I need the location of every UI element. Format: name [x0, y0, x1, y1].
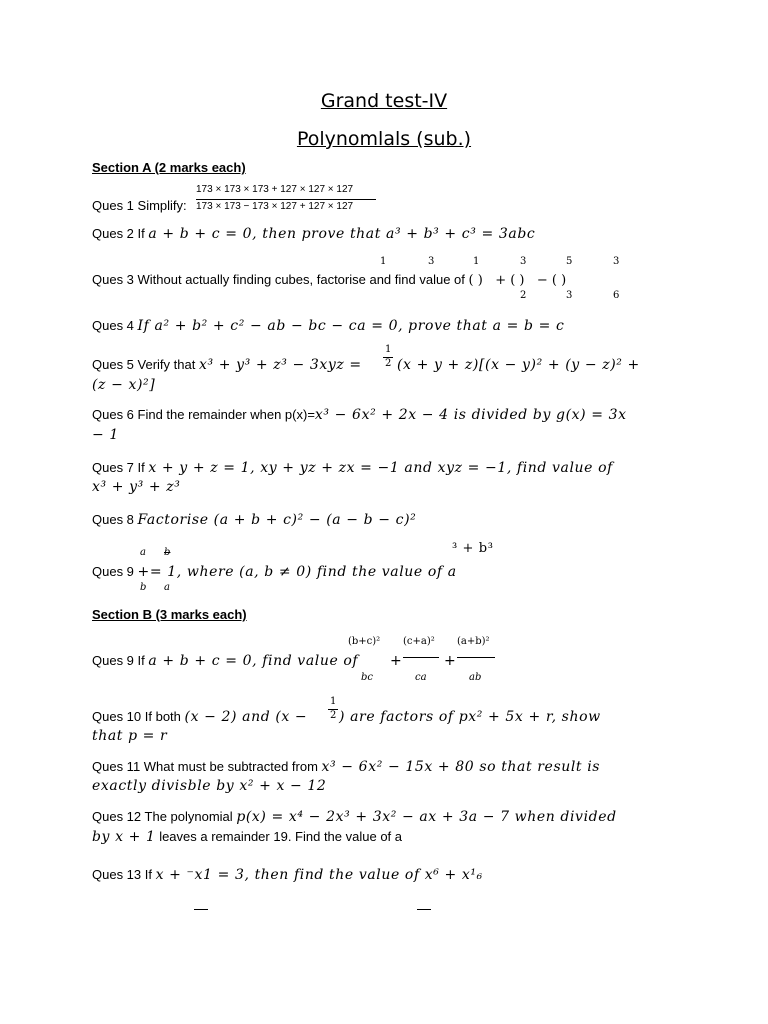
q13-stray-dash-1 [194, 909, 208, 910]
q11-label: Ques 11 What must be subtracted from [92, 759, 318, 774]
q9-top-a: a [140, 547, 146, 558]
q3-den-3: 6 [613, 290, 620, 301]
q5-expression-1b: (x + y + z)[(x − y)² + (y − z)² + [397, 357, 640, 373]
q9b-den-2: ca [415, 672, 427, 683]
q7-label: Ques 7 If [92, 460, 145, 475]
q10-expression-1b: ) are factors of px² + 5x + r, show [339, 709, 601, 725]
q12-expression-2: by x + 1 [92, 829, 156, 845]
q9b-expression: a + b + c = 0, find value of [148, 653, 359, 669]
q9-expression: += 1, where (a, b ≠ 0) find the value of a [137, 564, 457, 580]
q13-expression: x + ⁻x1 = 3, then find the value of x⁶ + x¹₆ [155, 867, 483, 883]
q11-line2 [92, 776, 682, 796]
title-text: Grand test-IV [320, 90, 448, 112]
q1-label: Ques 1 Simplify: [92, 198, 187, 213]
q5-frac-den: 2 [385, 358, 392, 369]
q6-expression-1: x³ − 6x² + 2x − 4 is divided by g(x) = 3x [314, 407, 627, 423]
q11-line1 [92, 757, 712, 777]
q12-expression-1: p(x) = x⁴ − 2x³ + 3x² − ax + 3a − 7 when divided [236, 809, 617, 825]
q9-bottom-b: b [140, 582, 147, 593]
q10-line1 [92, 707, 332, 727]
q1-numerator: 173 × 173 × 173 + 127 × 127 × 127 [196, 184, 354, 195]
q10-expression-1: (x − 2) and (x − [184, 709, 308, 725]
q12-text-2: leaves a remainder 19. Find the value of a [159, 829, 402, 844]
q1-fraction-bar [196, 199, 376, 200]
q1-denominator: 173 × 173 − 173 × 127 + 127 × 127 [196, 201, 354, 212]
q8-label: Ques 8 [92, 512, 134, 527]
q3-num-4: 3 [520, 256, 527, 267]
q5-expression-2: (z − x)²] [92, 377, 156, 393]
q9-bottom-a: a [164, 582, 170, 593]
q7-expression-2: x³ + y³ + z³ [92, 479, 181, 495]
q3-label: Ques 3 Without actually finding cubes, factorise and find value of [92, 272, 465, 287]
q5-line1 [92, 355, 392, 375]
q9b-den-3: ab [469, 672, 482, 683]
q3-den-2: 3 [566, 290, 573, 301]
q3-num-1: 1 [380, 256, 387, 267]
q2-label: Ques 2 If [92, 226, 145, 241]
q12-line2 [92, 827, 682, 847]
q6-line1 [92, 405, 682, 425]
q5-line2 [92, 375, 682, 395]
q10-expression-2: that p = r [92, 728, 168, 744]
q9-floating-expression: ³ + b³ [452, 541, 494, 556]
q4-expression: If a² + b² + c² − ab − bc − ca = 0, prove that a = b = c [137, 318, 565, 334]
q10-line2 [92, 726, 682, 746]
q3-num-5: 5 [566, 256, 573, 267]
q12-line1 [92, 807, 712, 827]
q9b-plus-2: + [444, 653, 456, 669]
question-2 [92, 224, 682, 244]
q6-expression-2: − 1 [92, 427, 119, 443]
q6-label: Ques 6 Find the remainder when p(x)= [92, 407, 315, 422]
q5-expression-1: x³ + y³ + z³ − 3xyz = [198, 357, 362, 373]
q10-label: Ques 10 If both [92, 709, 181, 724]
q12-label: Ques 12 The polynomial [92, 809, 233, 824]
q8-expression: Factorise (a + b + c)² − (a − b − c)² [137, 512, 417, 528]
q10-frac-den: 2 [330, 710, 337, 721]
question-13 [92, 865, 682, 885]
q9b-num-2: (c+a)² [403, 636, 435, 647]
q9b-num-1: (b+c)² [348, 636, 381, 647]
q4-label: Ques 4 [92, 318, 134, 333]
q11-expression-1: x³ − 6x² − 15x + 80 so that result is [321, 759, 601, 775]
q3-num-6: 3 [613, 256, 620, 267]
q3-expression: ( ) + ( ) − ( ) [468, 273, 567, 288]
q7-line2 [92, 477, 682, 497]
section-a-heading: Section A (2 marks each) [92, 160, 246, 175]
q10-frac-num: 1 [330, 696, 337, 707]
q3-line [92, 270, 712, 291]
q9b-label: Ques 9 If [92, 653, 145, 668]
q11-expression-2: exactly divisble by x² + x − 12 [92, 778, 327, 794]
q13-stray-dash-2 [417, 909, 431, 910]
q9b-num-3: (a+b)² [457, 636, 490, 647]
q3-num-2: 3 [428, 256, 435, 267]
q3-den-1: 2 [520, 290, 527, 301]
section-b-heading: Section B (3 marks each) [92, 607, 247, 622]
q7-line1 [92, 458, 692, 478]
q5-frac-num: 1 [385, 344, 392, 355]
q2-expression: a + b + c = 0, then prove that a³ + b³ + c³ = 3abc [148, 226, 536, 242]
question-4 [92, 316, 682, 336]
question-8 [92, 510, 682, 530]
q7-expression-1: x + y + z = 1, xy + yz + zx = −1 and xyz = −1, find value of [148, 460, 613, 476]
document-title [0, 90, 768, 112]
q9-label: Ques 9 [92, 564, 134, 579]
q6-line2 [92, 425, 682, 445]
subtitle-text: Polynomlals (sub.) [296, 128, 472, 150]
q9b-line [92, 651, 682, 671]
document-subtitle [0, 128, 768, 150]
q9-top-b: b [164, 547, 171, 558]
q5-label: Ques 5 Verify that [92, 357, 196, 372]
q9b-plus-1: + [390, 653, 402, 669]
q3-num-3: 1 [473, 256, 480, 267]
q9-line [92, 562, 682, 582]
q13-label: Ques 13 If [92, 867, 152, 882]
q9b-den-1: bc [361, 672, 374, 683]
